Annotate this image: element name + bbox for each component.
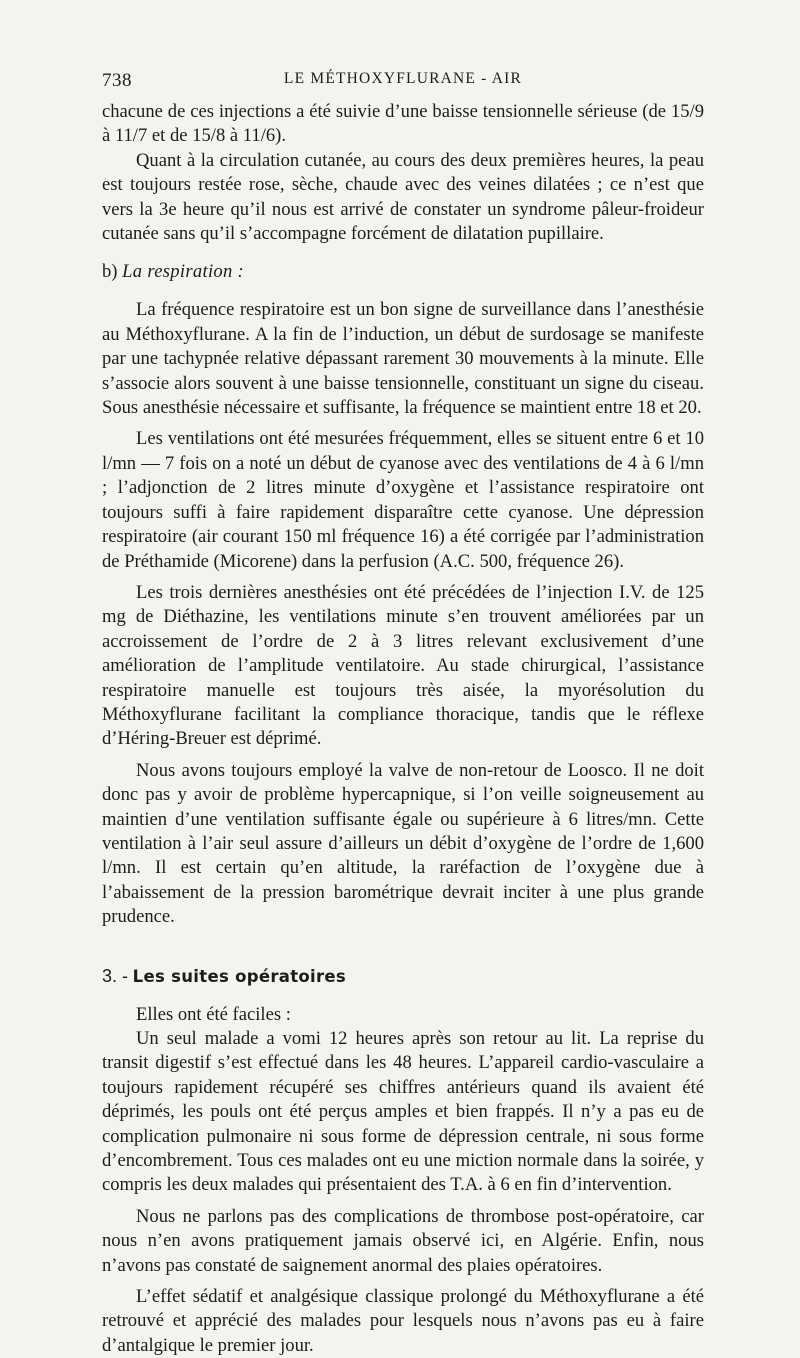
paragraph-effet-sedatif: L’effet sédatif et analgésique classique prolongé du Méthoxyflurane a été retrouvé et apprécié des malades pour lesquels nous n’avons pas eu à faire d’antalgique le premier jour. [102,1286,704,1356]
page-number: 738 [102,70,132,91]
paragraph-thrombose: Nous ne parlons pas des complications de thrombose post-opératoire, car nous n’en avons pratiquement jamais observé ici, en Algérie. Enfin, nous n’avons pas constaté de saignement anormal des plaies opératoires. [102,1205,704,1276]
paragraph-frequence: La fréquence respiratoire est un bon signe de surveillance dans l’anesthésie au Méthoxyflurane. A la fin de l’induction, un début de surdosage se manifeste par une tachypnée relative dépassant rarement 30 mouvements à la minute. Elle s’associe alors souvent à une baisse tensionnelle, constituant un signe du ciseau. Sous anesthésie nécessaire et suffisante, la fréquence se maintient entre 18 et 20. [102,299,704,419]
subsection-heading [102,260,704,284]
paragraph-diethazine: Les trois dernières anesthésies ont été précédées de l’injection I.V. de 125 mg de Diéthazine, les ventilations minute s’en trouvent améliorées par un accroissement de l’ordre de 2 à 3 litres relevant exclusivement d’une amélioration de l’amplitude ventilatoire. Au stade chirurgical, l’assistance respiratoire manuelle est toujours très aisée, la myorésolution du Méthoxyflurane facilitant la compliance thoracique, tandis que le réflexe d’Héring-Breuer est déprimé. [102,581,704,750]
section-title: Les suites opératoires [132,966,347,986]
paragraph-circulation-cutanee: Quant à la circulation cutanée, au cours des deux premières heures, la peau est toujours restée rose, sèche, chaude avec des veines dilatées ; ce n’est que vers la 3e heure qu’il nous est arrivé de constater un syndrome pâleur-froideur cutanée sans qu’il s’accompagne forcément de dilatation pupillaire. [102,149,704,245]
paragraph-continued: chacune de ces injections a été suivie d’une baisse tensionnelle sérieuse (de 15/9 à 11/7 et de 15/8 à 11/6). [102,101,704,147]
section-heading [102,964,704,989]
subsection-title: La respiration : [122,261,245,283]
page-body [102,100,704,1358]
running-head: LE MÉTHOXYFLURANE - AIR [283,70,523,87]
paragraph-valve: Nous avons toujours employé la valve de non-retour de Loosco. Il ne doit donc pas y avoir de problème hypercapnique, si l’on veille soigneusement au maintien d’une ventilation suffisante égale ou supérieure à 6 litres/mn. Cette ventilation à l’air seul assure d’ailleurs un débit d’oxygène de l’ordre de 1,600 l/mn. Il est certain qu’en altitude, la raréfaction de l’oxygène due à l’abaissement de la pression barométrique devrait inciter à une plus grande prudence. [102,759,704,928]
page-header [102,70,704,100]
subsection-letter: b) [102,261,118,283]
section-number: 3. - [102,965,129,986]
paragraph-ventilations: Les ventilations ont été mesurées fréquemment, elles se situent entre 6 et 10 l/mn — 7 fois on a noté un début de cyanose avec des ventilations de 4 à 6 l/mn ; l’adjonction de 2 litres minute d’oxygène et l’assistance respiratoire ont toujours suffi à faire rapidement disparaître cette cyanose. Une dépression respiratoire (air courant 150 ml fréquence 16) a été corrigée par l’administration de Préthamide (Micorene) dans la perfusion (A.C. 500, fréquence 26). [102,428,704,572]
paragraph-vomi: Un seul malade a vomi 12 heures après son retour au lit. La reprise du transit digestif s’est effectué dans les 48 heures. L’appareil cardio-vasculaire a toujours rapidement récupéré ses chiffres antérieurs quand ils avaient été déprimés, les pouls ont été perçus amples et bien frappés. Il n’y a pas eu de complication pulmonaire ni sous forme de dépression centrale, ni sous forme d’encombrement. Tous ces malades ont eu une miction normale dans la soirée, y compris les deux malades qui présentaient des T.A. à 6 en fin d’intervention. [102,1028,704,1196]
section-intro: Elles ont été faciles : [136,1003,291,1025]
